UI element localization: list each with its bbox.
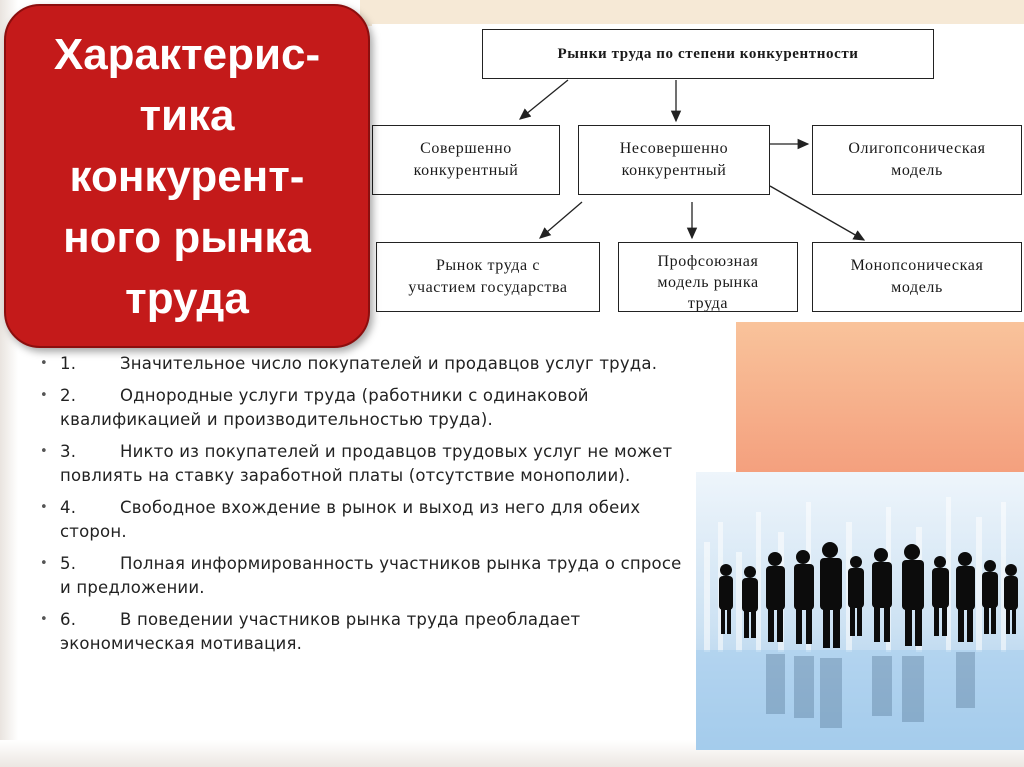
bullet-glyph: • — [40, 444, 48, 459]
union-label-3: труда — [687, 295, 729, 312]
item-number: 1. — [60, 354, 77, 373]
union-model-box — [618, 242, 798, 312]
state-label-1: Рынок труда с — [435, 257, 541, 274]
diagram-root-label: Рынки труда по степени конкурентности — [557, 46, 859, 62]
perfect-competition-box — [372, 125, 560, 195]
monopsony-label-2: модель — [891, 279, 943, 296]
arrow-root-to-perfect — [520, 80, 568, 119]
item-text: Значительное число покупателей и продавцов услуг труда. — [120, 354, 658, 373]
item-text: В поведении участников рынка труда преобладает экономическая мотивация. — [60, 610, 581, 653]
state-label-2: участием государства — [408, 279, 568, 296]
item-text: Полная информированность участников рынка труда о спросе и предложении. — [60, 554, 682, 597]
labor-market-diagram — [372, 24, 1024, 326]
peach-decor-panel — [736, 322, 1024, 472]
union-label-1: Профсоюзная — [657, 253, 759, 270]
perfect-label-2: конкурентный — [413, 162, 519, 179]
oligopsony-label-1: Олигопсоническая — [848, 140, 986, 157]
monopsony-model-box — [812, 242, 1022, 312]
item-number: 4. — [60, 498, 77, 517]
item-text: Никто из покупателей и продавцов трудовых услуг не может повлиять на ставку заработной платы (отсутствие монополии). — [60, 442, 673, 485]
list-item — [36, 440, 696, 488]
list-item — [36, 352, 696, 376]
union-label-2: модель рынка — [657, 274, 759, 291]
business-people-silhouettes-icon — [696, 472, 1024, 750]
list-item — [36, 552, 696, 600]
title-line-5: труда — [125, 273, 249, 323]
top-decor-band — [360, 0, 1024, 26]
bullet-glyph: • — [40, 500, 48, 515]
characteristics-list — [36, 352, 696, 664]
diagram-root-box — [482, 29, 934, 79]
imperfect-competition-box — [578, 125, 770, 195]
title-line-3: конкурент- — [69, 151, 305, 201]
list-item — [36, 496, 696, 544]
imperfect-label-1: Несовершенно — [619, 140, 729, 157]
slide-title-box — [4, 4, 370, 348]
bullet-glyph: • — [40, 356, 48, 371]
title-line-2: тика — [139, 90, 235, 140]
slide-title — [54, 24, 320, 329]
title-line-1: Характерис- — [53, 29, 321, 79]
bullet-glyph: • — [40, 612, 48, 627]
list-item — [36, 384, 696, 432]
business-people-photo — [696, 472, 1024, 750]
monopsony-label-1: Монопсоническая — [850, 257, 984, 274]
bullet-glyph: • — [40, 388, 48, 403]
item-number: 3. — [60, 442, 77, 461]
item-number: 5. — [60, 554, 77, 573]
item-text: Однородные услуги труда (работники с одинаковой квалификацией и производительностью труда). — [60, 386, 589, 429]
oligopsony-label-2: модель — [891, 162, 943, 179]
list-item — [36, 608, 696, 656]
arrow-imperfect-to-state — [540, 202, 582, 238]
perfect-label-1: Совершенно — [420, 140, 512, 157]
state-participation-box — [376, 242, 600, 312]
item-text: Свободное вхождение в рынок и выход из него для обеих сторон. — [60, 498, 641, 541]
title-line-4: ного рынка — [63, 212, 311, 262]
oligopsony-model-box — [812, 125, 1022, 195]
item-number: 6. — [60, 610, 77, 629]
imperfect-label-2: конкурентный — [621, 162, 727, 179]
bullet-glyph: • — [40, 556, 48, 571]
item-number: 2. — [60, 386, 77, 405]
